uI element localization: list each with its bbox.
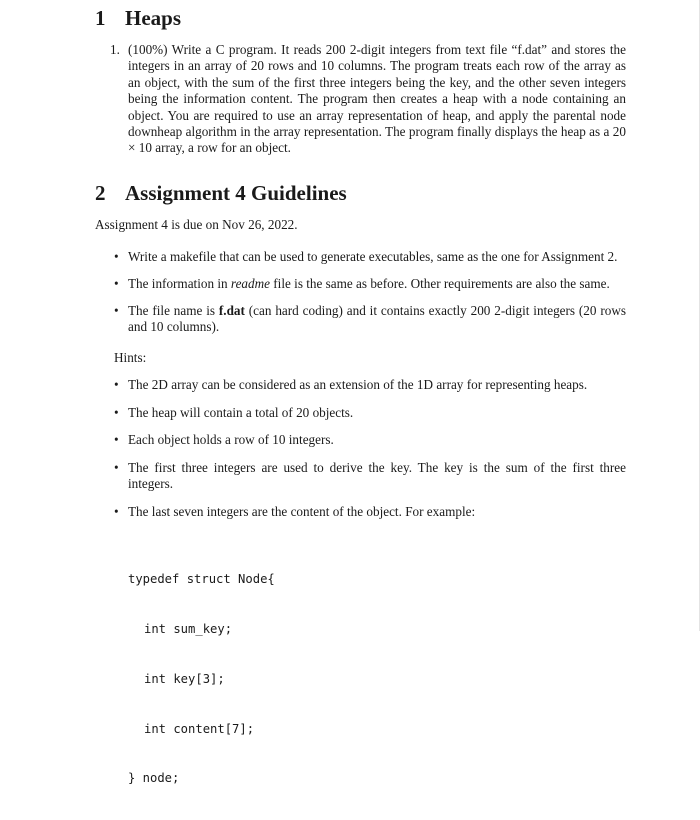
code-line: typedef struct Node{ xyxy=(128,572,275,587)
bullet-marker: • xyxy=(114,460,119,475)
guideline-text xyxy=(128,276,626,292)
bullet-marker: • xyxy=(114,303,119,318)
guideline-text-part: The information in xyxy=(128,276,231,291)
bullet-marker: • xyxy=(114,377,119,392)
hint-bullet-content xyxy=(114,504,626,520)
bullet-marker: • xyxy=(114,504,119,519)
hint-bullet-total-objects xyxy=(114,405,626,421)
guideline-text-part: The file name is xyxy=(128,303,219,318)
bullet-marker: • xyxy=(114,405,119,420)
section-2-heading xyxy=(95,181,347,206)
code-line: int key[3]; xyxy=(144,671,225,686)
section-2-title: Assignment 4 Guidelines xyxy=(125,181,347,205)
guideline-bullet-filename xyxy=(114,303,626,336)
code-line: int content[7]; xyxy=(144,721,255,736)
bullet-marker: • xyxy=(114,249,119,264)
code-line: int sum_key; xyxy=(144,621,233,636)
guideline-bullet-makefile xyxy=(114,249,626,265)
guideline-bullet-readme xyxy=(114,276,626,292)
hint-bullet-key xyxy=(114,460,626,493)
guideline-text-part: file is the same as before. Other requirements are also the same. xyxy=(269,276,610,291)
problem-item-text: (100%) Write a C program. It reads 200 2-digit integers from text file “f.dat” and stores the integers in an array of 20 rows and 10 columns. The program treats each row of the array as an object, with the sum of the first three integers being the key, and the other seven integers being the information content. The program then creates a heap with a node containing an object. You are required to use an array representation of heap, and apply the parental node downheap algorithm in the array representation. The program finally displays the heap as a 20 × 10 array, a row for an object. xyxy=(128,42,626,156)
hint-text: The first three integers are used to derive the key. The key is the sum of the first three integers. xyxy=(128,460,626,492)
hint-text: Each object holds a row of 10 integers. xyxy=(128,432,334,447)
readme-emphasis: readme xyxy=(230,276,270,291)
code-example xyxy=(128,538,275,820)
hint-bullet-2d-array xyxy=(114,377,626,393)
section-1-title: Heaps xyxy=(125,6,182,30)
guideline-text-part: (can hard coding) and it contains exactly 200 2-digit integers (20 rows and 10 columns). xyxy=(128,303,626,335)
bullet-marker: • xyxy=(114,276,119,291)
due-date-text: Assignment 4 is due on Nov 26, 2022. xyxy=(95,217,298,232)
problem-item-1 xyxy=(110,42,626,157)
section-1-heading xyxy=(95,6,181,31)
bullet-marker: • xyxy=(114,432,119,447)
hints-label: Hints: xyxy=(114,350,147,365)
guideline-text xyxy=(128,303,626,336)
section-2-number: 2 xyxy=(95,181,106,205)
section-1-number: 1 xyxy=(95,6,106,30)
code-line: } node; xyxy=(128,771,180,786)
hint-text: The last seven integers are the content of the object. For example: xyxy=(128,504,476,519)
hint-bullet-object-row xyxy=(114,432,626,448)
hint-text: The 2D array can be considered as an extension of the 1D array for representing heaps. xyxy=(128,377,588,392)
problem-item-label: 1. xyxy=(110,42,120,57)
filename-bold: f.dat xyxy=(218,303,245,318)
hint-text: The heap will contain a total of 20 objects. xyxy=(128,405,354,420)
guideline-text: Write a makefile that can be used to generate executables, same as the one for Assignment 2. xyxy=(128,249,618,264)
